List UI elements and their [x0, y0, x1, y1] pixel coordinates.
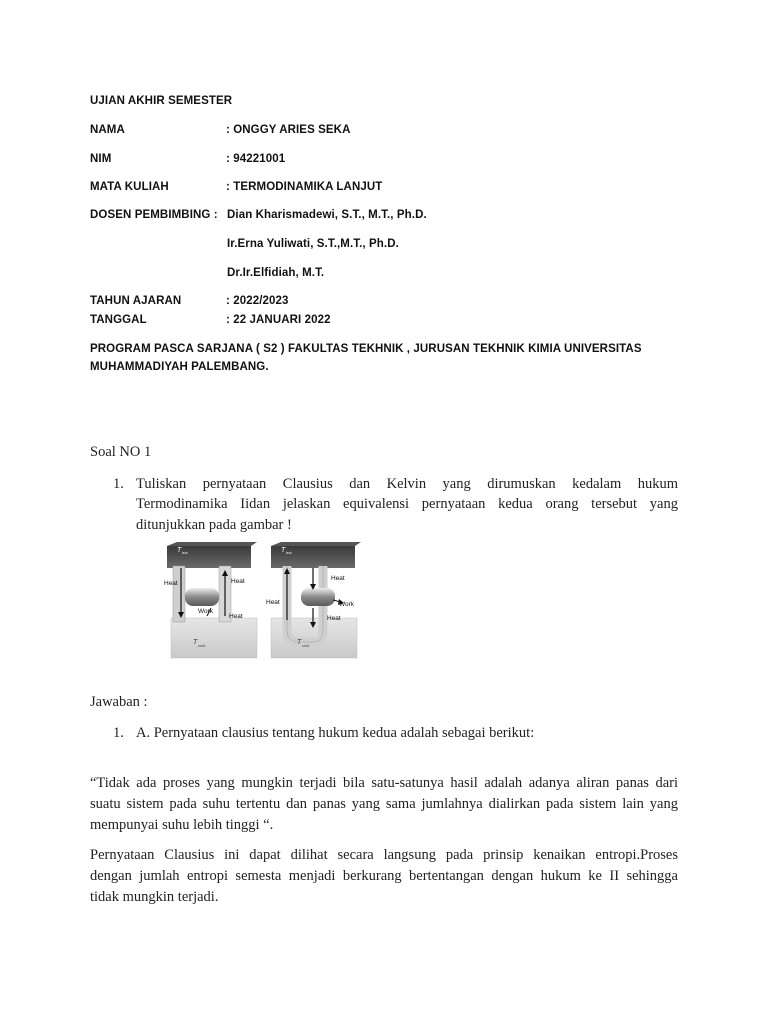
left-heat-out-label: Heat: [229, 613, 243, 620]
right-cold-sub: cold: [302, 643, 310, 648]
matakuliah-label: MATA KULIAH: [90, 181, 169, 193]
program-line-1: PROGRAM PASCA SARJANA ( S2 ) FAKULTAS TEKHNIK , JURUSAN TEKHNIK KIMIA UNIVERSITAS: [90, 343, 642, 355]
left-cold-sub: cold: [198, 643, 206, 648]
quote-line-2: suatu sistem pada suhu tertentu dan panas yang sama jumlahnya dialirkan pada sistem lain yang: [90, 796, 678, 812]
dosen-value-2: Ir.Erna Yuliwati, S.T.,M.T., Ph.D.: [227, 238, 399, 250]
program-line-2: MUHAMMADIYAH PALEMBANG.: [90, 361, 269, 373]
left-diagram: [164, 542, 257, 658]
matakuliah-value: : TERMODINAMIKA LANJUT: [226, 181, 383, 193]
nama-label: NAMA: [90, 124, 125, 136]
tanggal-label: TANGGAL: [90, 314, 147, 326]
quote-line-1: “Tidak ada proses yang mungkin terjadi bila satu-satunya hasil adalah adanya aliran panas dari: [90, 775, 678, 791]
question-line-2: Termodinamika Iidan jelaskan equivalensi pernyataan kedua orang tersebut yang: [136, 496, 678, 512]
paragraph-line-3: tidak mungkin terjadi.: [90, 889, 219, 905]
nim-value: : 94221001: [226, 153, 286, 165]
paragraph-line-1: Pernyataan Clausius ini dapat dilihat secara langsung pada prinsip kenaikan entropi.Proses: [90, 847, 678, 863]
right-engine-cylinder: [301, 588, 335, 606]
dosen-label: DOSEN PEMBIMBING :: [90, 209, 218, 221]
thermo-equivalence-figure: [163, 542, 363, 662]
tahun-label: TAHUN AJARAN: [90, 295, 182, 307]
right-heat-in-label: Heat: [331, 575, 345, 582]
exam-title: UJIAN AKHIR SEMESTER: [90, 95, 233, 107]
left-work-label: Work: [198, 608, 214, 615]
nama-value: : ONGGY ARIES SEKA: [226, 124, 351, 136]
right-work-label: Work: [339, 601, 355, 608]
right-diagram: [266, 542, 361, 658]
answer-item-number: 1.: [113, 725, 124, 741]
question-number: 1.: [113, 476, 124, 492]
right-hot-label: T: [281, 547, 286, 554]
left-hot-sub: hot: [182, 550, 188, 555]
question-line-1: Tuliskan pernyataan Clausius dan Kelvin yang dirumuskan kedalam hukum: [136, 476, 678, 492]
dosen-value-3: Dr.Ir.Elfidiah, M.T.: [227, 267, 325, 279]
nim-label: NIM: [90, 153, 112, 165]
left-cold-label: T: [193, 639, 198, 646]
left-heat-in-label: Heat: [164, 580, 178, 587]
left-cold-reservoir: [171, 618, 257, 658]
tanggal-value: : 22 JANUARI 2022: [226, 314, 331, 326]
right-cold-label: T: [297, 639, 302, 646]
paragraph-line-2: dengan jumlah entropi semesta menjadi berkurang bertentangan dengan hukum ke II sehingga: [90, 868, 678, 884]
answer-item-text: A. Pernyataan clausius tentang hukum kedua adalah sebagai berikut:: [136, 725, 535, 741]
question-heading: Soal NO 1: [90, 444, 152, 460]
left-engine-cylinder: [185, 588, 219, 606]
left-hot-label: T: [177, 547, 182, 554]
right-heat-out-label: Heat: [327, 615, 341, 622]
dosen-value-1: Dian Kharismadewi, S.T., M.T., Ph.D.: [227, 209, 427, 221]
answer-heading: Jawaban :: [90, 694, 148, 710]
quote-line-3: mempunyai suhu lebih tinggi “.: [90, 817, 274, 833]
tahun-value: : 2022/2023: [226, 295, 289, 307]
question-line-3: ditunjukkan pada gambar !: [136, 517, 292, 533]
right-hot-sub: hot: [286, 550, 292, 555]
left-heat-up-label: Heat: [231, 578, 245, 585]
right-heat-left-label: Heat: [266, 599, 280, 606]
